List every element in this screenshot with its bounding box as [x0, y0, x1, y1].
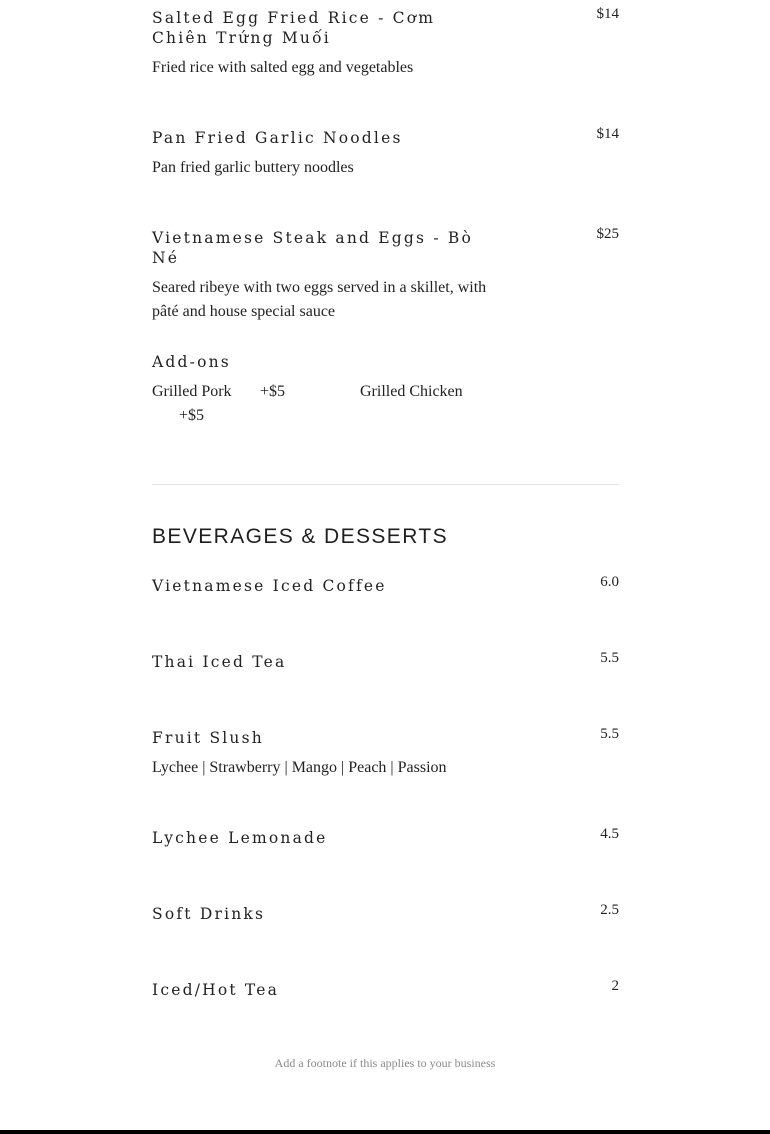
section-divider: [152, 484, 619, 485]
bottom-border: [0, 1130, 770, 1134]
menu-item-description: Lychee | Strawberry | Mango | Peach | Passion: [152, 759, 447, 776]
menu-item-name: Fruit Slush: [152, 729, 264, 747]
menu-item-name: Lychee Lemonade: [152, 829, 328, 847]
menu-item-price: 2.5: [600, 902, 619, 918]
menu-item-name: Iced/Hot Tea: [152, 981, 280, 999]
menu-item-price: $14: [596, 6, 619, 22]
beverage-item: [152, 652, 619, 672]
menu-item-description: Fried rice with salted egg and vegetables: [152, 59, 414, 76]
menu-item-vietnamese-steak-and-eggs: [152, 228, 619, 324]
menu-item-price: $14: [596, 126, 619, 142]
menu-item-price: $25: [596, 226, 619, 242]
menu-item-name: Soft Drinks: [152, 905, 266, 923]
beverage-item: [152, 980, 619, 1000]
menu-item-price: 5.5: [600, 726, 619, 742]
addon-price: +$5: [179, 407, 205, 424]
beverage-item: [152, 576, 619, 596]
beverage-item: [152, 828, 619, 848]
menu-item-description: Seared ribeye with two eggs served in a skillet, with pâté and house special sauce: [152, 279, 487, 320]
section-title: BEVERAGES & DESSERTS: [152, 525, 449, 548]
addons-options: [152, 380, 619, 428]
menu-item-pan-fried-garlic-noodles: [152, 128, 619, 180]
beverage-item: [152, 904, 619, 924]
menu-item-price: 2: [611, 978, 619, 994]
menu-item-description: Pan fried garlic buttery noodles: [152, 159, 354, 176]
addons-title: Add-ons: [152, 353, 231, 371]
menu-item-name: Vietnamese Steak and Eggs - Bò Né: [152, 229, 474, 267]
menu-item-price: 5.5: [600, 650, 619, 666]
menu-item-price: 4.5: [600, 826, 619, 842]
menu-item-name: Pan Fried Garlic Noodles: [152, 129, 403, 147]
addon-name: Grilled Chicken: [360, 383, 463, 400]
menu-item-price: 6.0: [600, 574, 619, 590]
menu-item-name: Salted Egg Fried Rice - Cơm Chiên Trứng Muối: [152, 9, 436, 47]
menu-item-name: Vietnamese Iced Coffee: [152, 577, 387, 595]
menu-item-salted-egg-fried-rice: [152, 8, 619, 80]
beverage-item: [152, 728, 619, 780]
addon-price: +$5: [260, 383, 286, 400]
menu-item-name: Thai Iced Tea: [152, 653, 287, 671]
footnote: Add a footnote if this applies to your business: [274, 1056, 496, 1070]
addon-name: Grilled Pork: [152, 383, 232, 400]
addons-section: [152, 352, 619, 428]
